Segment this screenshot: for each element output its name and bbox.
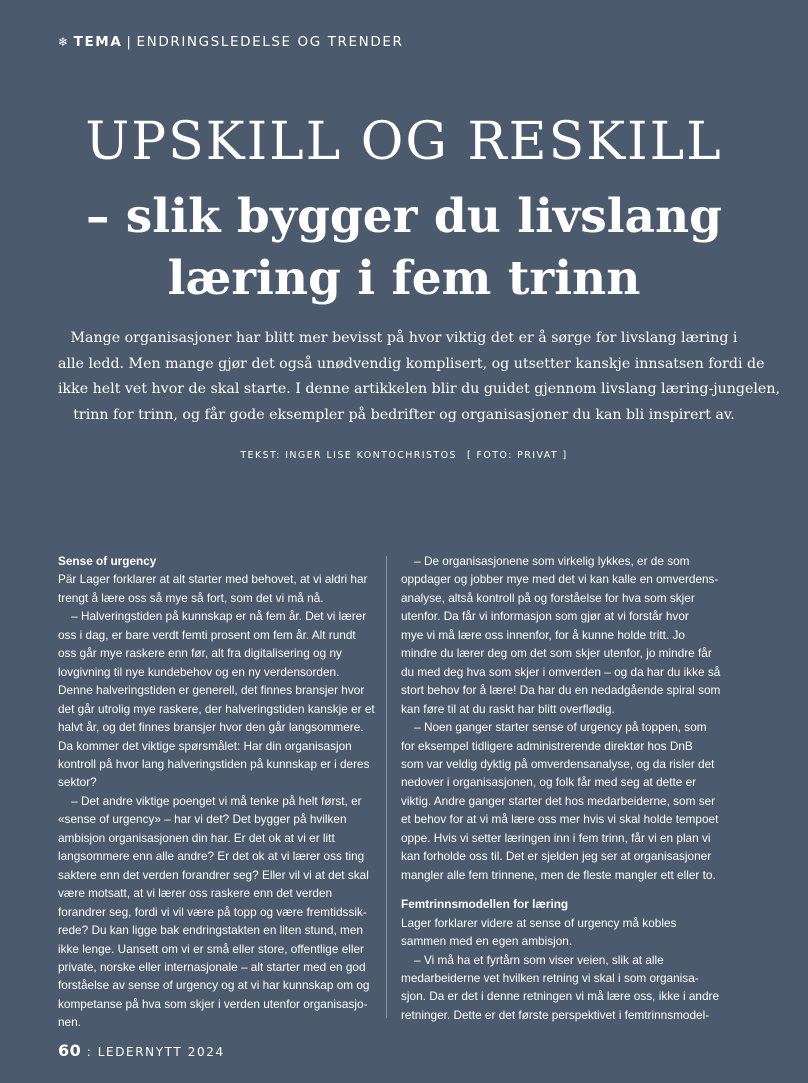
body-line: «sense of urgency» – har vi det? Det bygger på hvilken: [58, 812, 347, 827]
body-line: nen.: [58, 1015, 81, 1030]
lead-line: Mange organisasjoner har blitt mer bevisst på hvor viktig det er å sørge for livslang læring i: [70, 330, 738, 346]
body-line: langsommere enn alle andre? Er det ok at vi lærer oss ting: [58, 849, 365, 864]
title-bold-line-1: – slik bygger du livslang: [85, 189, 723, 244]
body-line: Denne halveringstiden er generell, det finnes bransjer hvor: [58, 683, 365, 698]
author-credit: TEKST: INGER LISE KONTOCHRISTOS: [240, 450, 457, 461]
body-line: forandrer seg, fordi vi vil være på topp og være fremtidssik-: [58, 904, 367, 919]
body-line: – Vi må ha et fyrtårn som viser veien, slik at alle: [401, 952, 664, 967]
body-line: – Noen ganger starter sense of urgency på toppen, som: [401, 720, 707, 735]
body-line: retninger. Dette er det første perspektivet i femtrinnsmodel-: [401, 1007, 710, 1022]
body-line: viktig. Andre ganger starter det hos medarbeiderne, som ser: [401, 793, 716, 808]
body-line: som var veldig dyktig på omverdensanalyse, og da risler det: [401, 756, 715, 771]
body-line: Da kommer det viktige spørsmålet: Har din organisasjon: [58, 738, 352, 753]
body-line: Pär Lager forklarer at alt starter med behovet, at vi aldri har: [58, 572, 368, 587]
photo-credit: [ FOTO: PRIVAT ]: [466, 450, 568, 461]
body-line: kompetanse på hva som skjer i verden utenfor organisasjo-: [58, 996, 368, 1011]
body-line: oppe. Hvis vi setter læringen inn i fem trinn, får vi en plan vi: [401, 830, 711, 845]
page-footer: [58, 1041, 225, 1060]
body-line: sammen med en egen ambisjon.: [401, 934, 573, 949]
body-line: mye vi må lære oss innenfor, for å kunne holde tritt. Jo: [401, 627, 685, 642]
title-bold: [0, 186, 808, 310]
body-line: oss går mye raskere enn før, alt fra digitalisering og ny: [58, 646, 342, 661]
body-line: oppdager og jobber mye med det vi kan kalle en omverdens-: [401, 572, 719, 587]
body-line: kontroll på hvor lang halveringstiden på kunnskap er i deres: [58, 756, 370, 771]
body-line: nedover i organisasjonen, og folk får med seg at dette er: [401, 775, 697, 790]
section-topic: ENDRINGSLEDELSE OG TRENDER: [136, 34, 404, 50]
left-column: [58, 552, 388, 1032]
body-line: analyse, altså kontroll på og forståelse for hva som skjer: [401, 590, 695, 605]
body-line: sjon. Da er det i denne retningen vi må lære oss, ikke i andre: [401, 989, 720, 1004]
body-line: trengt å lære oss så mye så fort, som det vi må nå.: [58, 590, 324, 605]
publication-name: : LEDERNYTT 2024: [86, 1045, 225, 1059]
lead-line: alle ledd. Men mange gjør det også unødvendig komplisert, og utsetter kanskje innsatsen fordi de: [58, 355, 765, 372]
snowflake-icon: ❄: [58, 35, 70, 49]
right-column: [401, 552, 731, 1024]
lead-paragraph: [58, 326, 780, 428]
body-line: det går utrolig mye raskere, der halveringstiden kanskje er et: [58, 701, 375, 716]
lead-line: ikke helt vet hvor de skal starte. I denne artikkelen blir du guidet gjennom livslang læring-jungelen,: [58, 381, 780, 397]
body-line: et behov for at vi må lære oss mer hvis vi skal holde tempoet: [401, 812, 719, 827]
body-line: halvt år, og det finnes bransjer hvor den går langsommere.: [58, 720, 364, 735]
body-line: ambisjon organisasjonen din har. Er det ok at vi er litt: [58, 830, 335, 845]
byline: [0, 450, 808, 461]
lead-line: trinn for trinn, og får gode eksempler på bedrifter og organisasjoner du kan bli inspirert av.: [73, 406, 735, 423]
body-line: oss i dag, er bare verdt femti prosent om fem år. Alt rundt: [58, 627, 356, 642]
body-line: du med deg hva som skjer i omverden – og da har du ikke så: [401, 664, 721, 679]
body-line: mindre du lærer deg om det som skjer utenfor, jo mindre får: [401, 646, 712, 661]
body-line: utenfor. Da får vi informasjon som gjør at vi forstår hvor: [401, 609, 689, 624]
body-line: for eksempel tidligere administrerende direktør hos DnB: [401, 738, 693, 753]
body-line: stort behov for å lære! Da har du en nedadgående spiral som: [401, 683, 721, 698]
body-line: kan forholde oss til. Det er sjelden jeg ser at organisasjoner: [401, 849, 712, 864]
body-line: forståelse av sense of urgency og at vi har kunnskap om og: [58, 978, 370, 993]
page-number: 60: [58, 1041, 82, 1060]
paragraph-space: [401, 884, 731, 895]
body-line: ikke lenge. Uansett om vi er små eller store, offentlige eller: [58, 941, 364, 956]
header-separator: |: [126, 34, 133, 50]
body-line: lovgivning til nye kundebehov og en ny verdensorden.: [58, 664, 340, 679]
section-label: TEMA: [73, 34, 123, 50]
column-divider: [386, 556, 387, 1018]
body-line: Lager forklarer videre at sense of urgency må kobles: [401, 915, 677, 930]
body-line: være motsatt, at vi lærer oss raskere enn det verden: [58, 886, 333, 901]
section-header: [58, 34, 403, 50]
subheading: Femtrinnsmodellen for læring: [401, 897, 569, 912]
body-line: – Det andre viktige poenget vi må tenke på helt først, er: [58, 793, 362, 808]
body-line: mangler alle fem trinnene, men de fleste mangler ett eller to.: [401, 867, 716, 882]
body-line: private, norske eller internasjonale – alt starter med en god: [58, 959, 366, 974]
body-line: sektor?: [58, 775, 97, 790]
title-bold-line-2: læring i fem trinn: [167, 251, 641, 306]
title-light: UPSKILL OG RESKILL: [85, 112, 723, 172]
subheading: Sense of urgency: [58, 554, 157, 568]
body-line: medarbeiderne vet hvilken retning vi skal i som organisa-: [401, 970, 699, 985]
body-line: rede? Du kan ligge bak endringstakten en liten stund, men: [58, 923, 363, 938]
body-line: – De organisasjonene som virkelig lykkes, er de som: [401, 554, 690, 568]
body-line: – Halveringstiden på kunnskap er nå fem år. Det vi lærer: [58, 609, 367, 624]
body-line: kan føre til at du raskt har blitt overflødig.: [401, 701, 615, 716]
body-line: saktere enn det verden forandrer seg? Eller vil vi at det skal: [58, 867, 369, 882]
